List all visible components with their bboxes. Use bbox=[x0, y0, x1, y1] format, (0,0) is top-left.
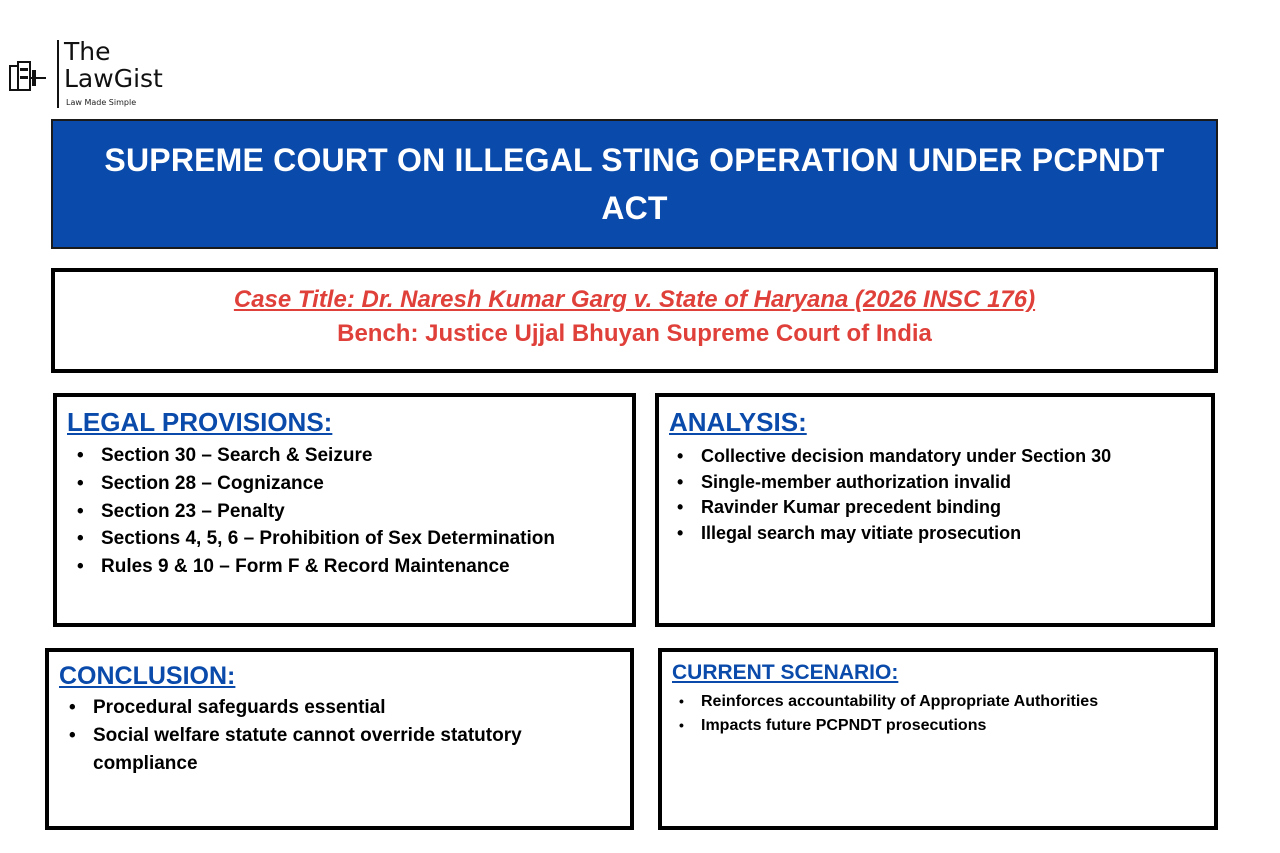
legal-provisions-heading: LEGAL PROVISIONS: bbox=[67, 407, 333, 437]
list-item: • Procedural safeguards essential bbox=[93, 694, 593, 722]
current-scenario-panel bbox=[658, 648, 1218, 830]
legal-provisions-panel bbox=[53, 393, 636, 627]
logo-wordmark bbox=[64, 38, 163, 92]
logo-tagline: Law Made Simple bbox=[66, 98, 137, 107]
conclusion-heading: CONCLUSION: bbox=[59, 662, 236, 690]
list-item: • Ravinder Kumar precedent binding bbox=[701, 495, 1111, 521]
title-banner bbox=[51, 119, 1218, 249]
list-item: • Illegal search may vitiate prosecution bbox=[701, 521, 1111, 547]
analysis-heading: ANALYSIS: bbox=[669, 407, 807, 437]
conclusion-panel bbox=[45, 648, 634, 830]
list-item: • Section 23 – Penalty bbox=[101, 498, 555, 526]
logo-name-line1: The bbox=[64, 37, 111, 66]
conclusion-list bbox=[93, 694, 593, 778]
gavel-book-icon bbox=[8, 58, 48, 94]
list-item: • Reinforces accountability of Appropriate Authorities bbox=[701, 690, 1098, 714]
current-scenario-heading: CURRENT SCENARIO: bbox=[672, 661, 899, 684]
analysis-list bbox=[701, 444, 1111, 546]
legal-provisions-list bbox=[101, 442, 555, 581]
case-bench: Bench: Justice Ujjal Bhuyan Supreme Court of India bbox=[337, 320, 932, 347]
analysis-panel bbox=[655, 393, 1215, 627]
logo-divider bbox=[57, 40, 59, 108]
current-scenario-list bbox=[701, 690, 1098, 737]
list-item: • Section 28 – Cognizance bbox=[101, 470, 555, 498]
list-item: • Social welfare statute cannot override statutory compliance bbox=[93, 722, 593, 778]
list-item: • Impacts future PCPNDT prosecutions bbox=[701, 714, 1098, 738]
list-item: • Single-member authorization invalid bbox=[701, 470, 1111, 496]
logo-name-line2: LawGist bbox=[64, 64, 163, 93]
brand-logo bbox=[8, 38, 208, 112]
page-title: SUPREME COURT ON ILLEGAL STING OPERATION UNDER PCPNDT ACT bbox=[104, 142, 1165, 226]
list-item: • Rules 9 & 10 – Form F & Record Maintenance bbox=[101, 553, 555, 581]
list-item: • Section 30 – Search & Seizure bbox=[101, 442, 555, 470]
list-item: • Collective decision mandatory under Section 30 bbox=[701, 444, 1111, 470]
case-info-box bbox=[51, 268, 1218, 373]
list-item: • Sections 4, 5, 6 – Prohibition of Sex Determination bbox=[101, 525, 555, 553]
case-title: Case Title: Dr. Naresh Kumar Garg v. State of Haryana (2026 INSC 176) bbox=[233, 286, 1036, 313]
